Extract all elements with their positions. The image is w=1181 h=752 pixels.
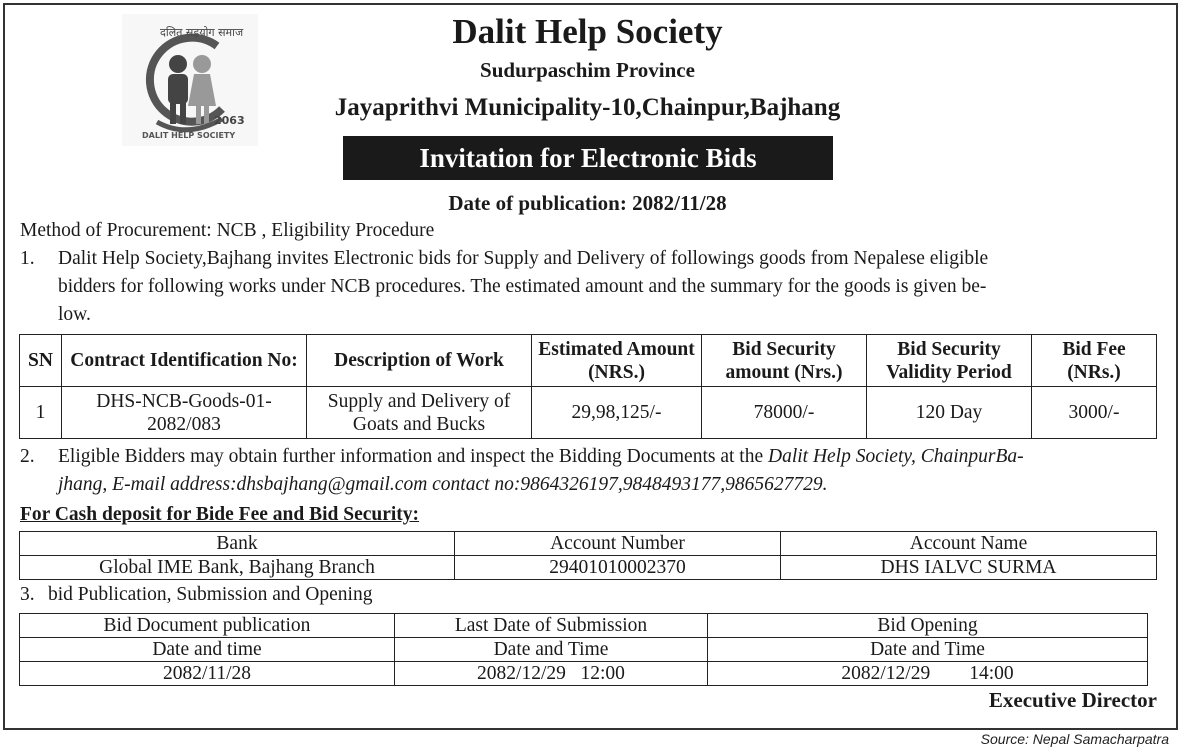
cell-account-name: DHS IALVC SURMA	[781, 556, 1157, 580]
source-credit: Source: Nepal Samacharpatra	[980, 731, 1169, 747]
header-cell: Account Number	[455, 532, 781, 556]
header-cell: Estimated Amount (NRS.)	[532, 335, 702, 387]
para3-number: 3.	[20, 584, 35, 605]
header-cell: Bid Security amount (Nrs.)	[702, 335, 867, 387]
header-cell: Account Name	[781, 532, 1157, 556]
organization-name: Dalit Help Society	[452, 12, 723, 51]
header-cell: Bid Security Validity Period	[867, 335, 1032, 387]
bid-table-header	[20, 335, 1157, 387]
para1-line3: low.	[58, 304, 91, 325]
svg-text:दलित सहयोग समाज: दलित सहयोग समाज	[160, 26, 244, 39]
para1-line2: bidders for following works under NCB procedures. The estimated amount and the summary for the goods is given be-	[58, 276, 987, 297]
cell-opening-date: 2082/12/29 14:00	[708, 662, 1148, 686]
bank-table	[19, 531, 1157, 580]
subheader-cell: Date and Time	[395, 638, 708, 662]
svg-text:2063: 2063	[214, 114, 245, 127]
header-cell: Contract Identification No:	[62, 335, 307, 387]
cell-estimated-amount: 29,98,125/-	[532, 387, 702, 439]
para1-number: 1.	[20, 248, 35, 269]
header-cell: Last Date of Submission	[395, 614, 708, 638]
header-cell: SN	[20, 335, 62, 387]
cell-bid-fee: 3000/-	[1032, 387, 1157, 439]
cell-sn: 1	[20, 387, 62, 439]
schedule-table	[19, 613, 1148, 686]
cash-deposit-heading: For Cash deposit for Bide Fee and Bid Security:	[20, 504, 420, 525]
province: Sudurpaschim Province	[480, 58, 695, 82]
para1-line1: Dalit Help Society,Bajhang invites Electronic bids for Supply and Delivery of followings goods from Nepalese eligible	[58, 248, 989, 269]
cell-validity: 120 Day	[867, 387, 1032, 439]
notice-title-banner: Invitation for Electronic Bids	[343, 136, 833, 180]
signatory: Executive Director	[988, 688, 1157, 712]
header-cell: Description of Work	[307, 335, 532, 387]
table-row	[20, 662, 1148, 686]
cell-submission-date: 2082/12/29 12:00	[395, 662, 708, 686]
organization-logo	[122, 14, 258, 146]
para3-text: bid Publication, Submission and Opening	[48, 584, 373, 605]
header-cell: Bank	[20, 532, 455, 556]
table-row	[20, 556, 1157, 580]
publication-date: Date of publication: 2082/11/28	[448, 191, 727, 215]
procurement-method: Method of Procurement: NCB , Eligibility Procedure	[20, 220, 435, 241]
svg-text:DALIT HELP SOCIETY: DALIT HELP SOCIETY	[142, 131, 236, 140]
para2-contact: Dalit Help Society, ChainpurBa-	[767, 446, 1024, 467]
cell-bid-security: 78000/-	[702, 387, 867, 439]
address: Jayaprithvi Municipality-10,Chainpur,Bajhang	[334, 94, 841, 121]
bank-table-header	[20, 532, 1157, 556]
cell-publication-date: 2082/11/28	[20, 662, 395, 686]
header-cell: Bid Opening	[708, 614, 1148, 638]
cell-account-number: 29401010002370	[455, 556, 781, 580]
cell-contract-id: DHS-NCB-Goods-01-2082/083	[62, 387, 307, 439]
header-cell: Bid Document publication	[20, 614, 395, 638]
subheader-cell: Date and Time	[708, 638, 1148, 662]
para2-line2: jhang, E-mail address:dhsbajhang@gmail.com contact no:9864326197,9848493177,9865627729.	[58, 474, 828, 495]
schedule-table-subheader	[20, 638, 1148, 662]
para2-text: Eligible Bidders may obtain further information and inspect the Bidding Documents at the	[58, 446, 768, 467]
bid-table	[19, 334, 1157, 439]
para2-number: 2.	[20, 446, 35, 467]
subheader-cell: Date and time	[20, 638, 395, 662]
header-cell: Bid Fee (NRs.)	[1032, 335, 1157, 387]
schedule-table-header	[20, 614, 1148, 638]
table-row	[20, 387, 1157, 439]
cell-bank: Global IME Bank, Bajhang Branch	[20, 556, 455, 580]
para2-line1	[58, 443, 1024, 470]
cell-description: Supply and Delivery of Goats and Bucks	[307, 387, 532, 439]
